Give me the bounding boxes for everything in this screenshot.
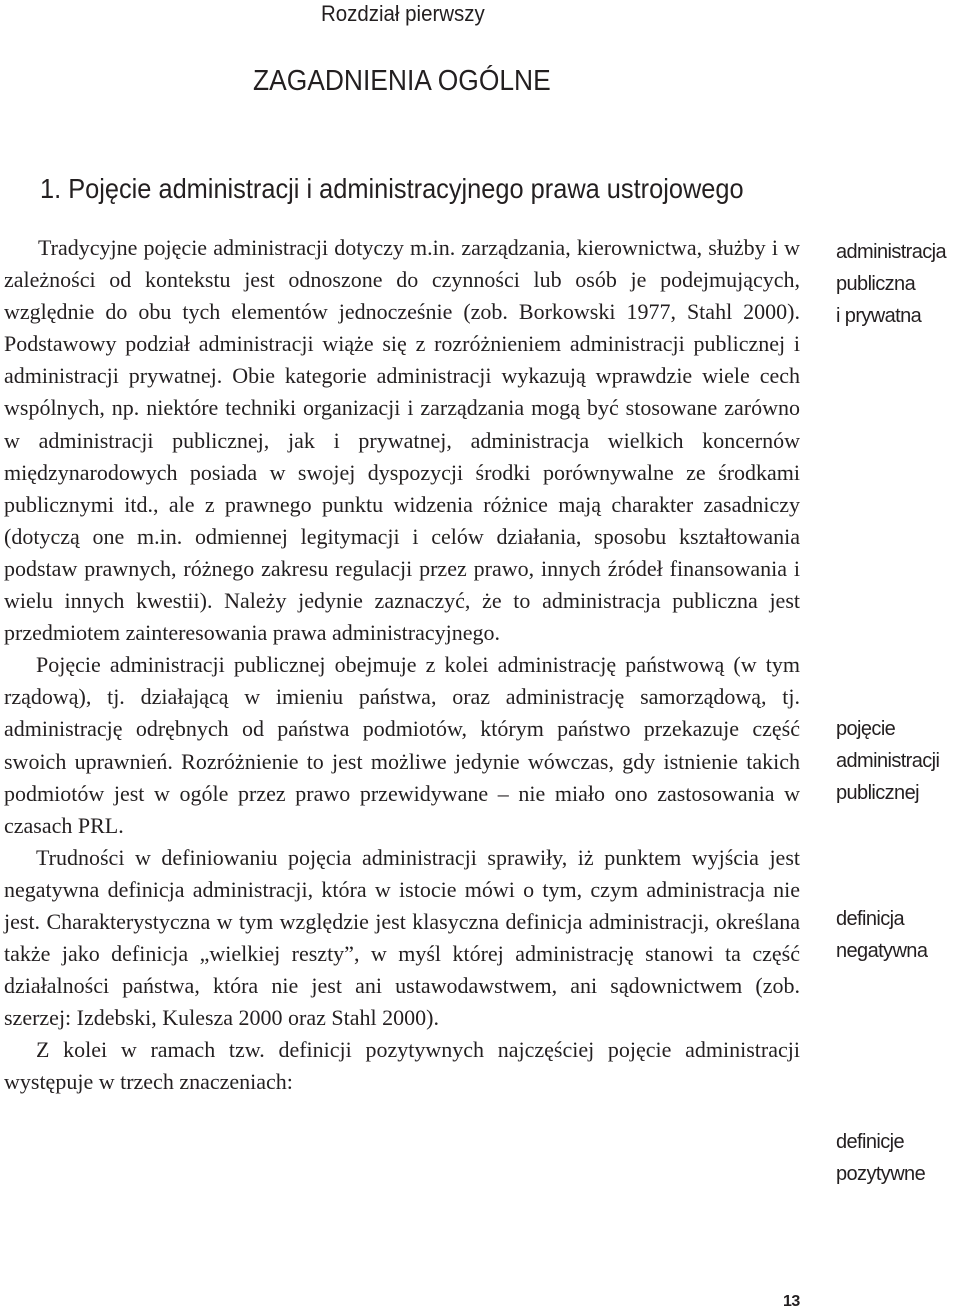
margin-note-public-private: administracja publiczna i prywatna: [836, 241, 947, 327]
paragraph-negative-definition: Trudności w definiowaniu pojęcia administracji sprawiły, iż punktem wyjścia jest negatywna definicja administracji, która w istocie mówi o tym, czym administracja nie jest. Charakterystyczna w tym względzie jest klasyczna definicja administracji, określana także jako definicja „wielkiej reszty”, w myśl której administrację stanowi ta część działalności państwa, która nie jest ani ustawodawstwem, ani sądownictwem (zob. szerzej: Izdebski, Kulesza 2000 oraz Stahl 2000).: [4, 844, 800, 1031]
section-heading: 1. Pojęcie administracji i administracyjnego prawa ustrojowego: [40, 173, 744, 204]
margin-note-negative-definition: definicja negatywna: [836, 908, 928, 962]
margin-note-public-administration-concept: pojęcie administracji publicznej: [836, 718, 940, 804]
page-number: 13: [783, 1293, 800, 1310]
chapter-title: ZAGADNIENIA OGÓLNE: [253, 65, 551, 97]
paragraph-public-administration: Pojęcie administracji publicznej obejmuje z kolei administrację państwową (w tym rządową), tj. działającą w imieniu państwa, oraz administrację samorządową, tj. administrację odrębnych od państwa podmiotów, którym państwo przekazuje część swoich uprawnień. Rozróżnienie to jest możliwe jedynie wówczas, gdy istnienie takich podmiotów jest w ogóle przez prawo przewidywane – nie miało ono zastosowania w czasach PRL.: [4, 652, 800, 838]
chapter-label: Rozdział pierwszy: [321, 1, 485, 26]
paragraph-administration-types: Tradycyjne pojęcie administracji dotyczy m.in. zarządzania, kierownictwa, służby i w zależności od kontekstu jest odnoszone do czynności lub osób je podejmujących, względnie do obu tych elementów jednocześnie (zob. Borkowski 1977, Stahl 2000). Podstawowy podział administracji wiąże się z rozróżnieniem administracji publicznej i administracji prywatnej. Obie kategorie administracji wykazują wprawdzie wiele cech wspólnych, np. niektóre techniki organizacji i zarządzania mogą być stosowane zarówno w administracji publicznej, jak i prywatnej, administracja wielkich koncernów międzynarodowych posiada w swojej dyspozycji środki porównywalne ze środkami publicznymi itd., ale z prawnego punktu widzenia różnice mają charakter zasadniczy (dotyczą one m.in. odmiennej legitymacji i celów działania, sposobu kształtowania podstaw prawnych, różnego zakresu regulacji przez prawo, innych źródeł finansowania i wielu innych kwestii). Należy jedynie zaznaczyć, że to administracja publiczna jest przedmiotem zainteresowania prawa administracyjnego.: [4, 235, 800, 646]
paragraph-positive-definitions: Z kolei w ramach tzw. definicji pozytywnych najczęściej pojęcie administracji występuje w trzech znaczeniach:: [4, 1037, 800, 1095]
body-text: [4, 232, 800, 1099]
margin-note-positive-definitions: definicje pozytywne: [836, 1131, 926, 1185]
